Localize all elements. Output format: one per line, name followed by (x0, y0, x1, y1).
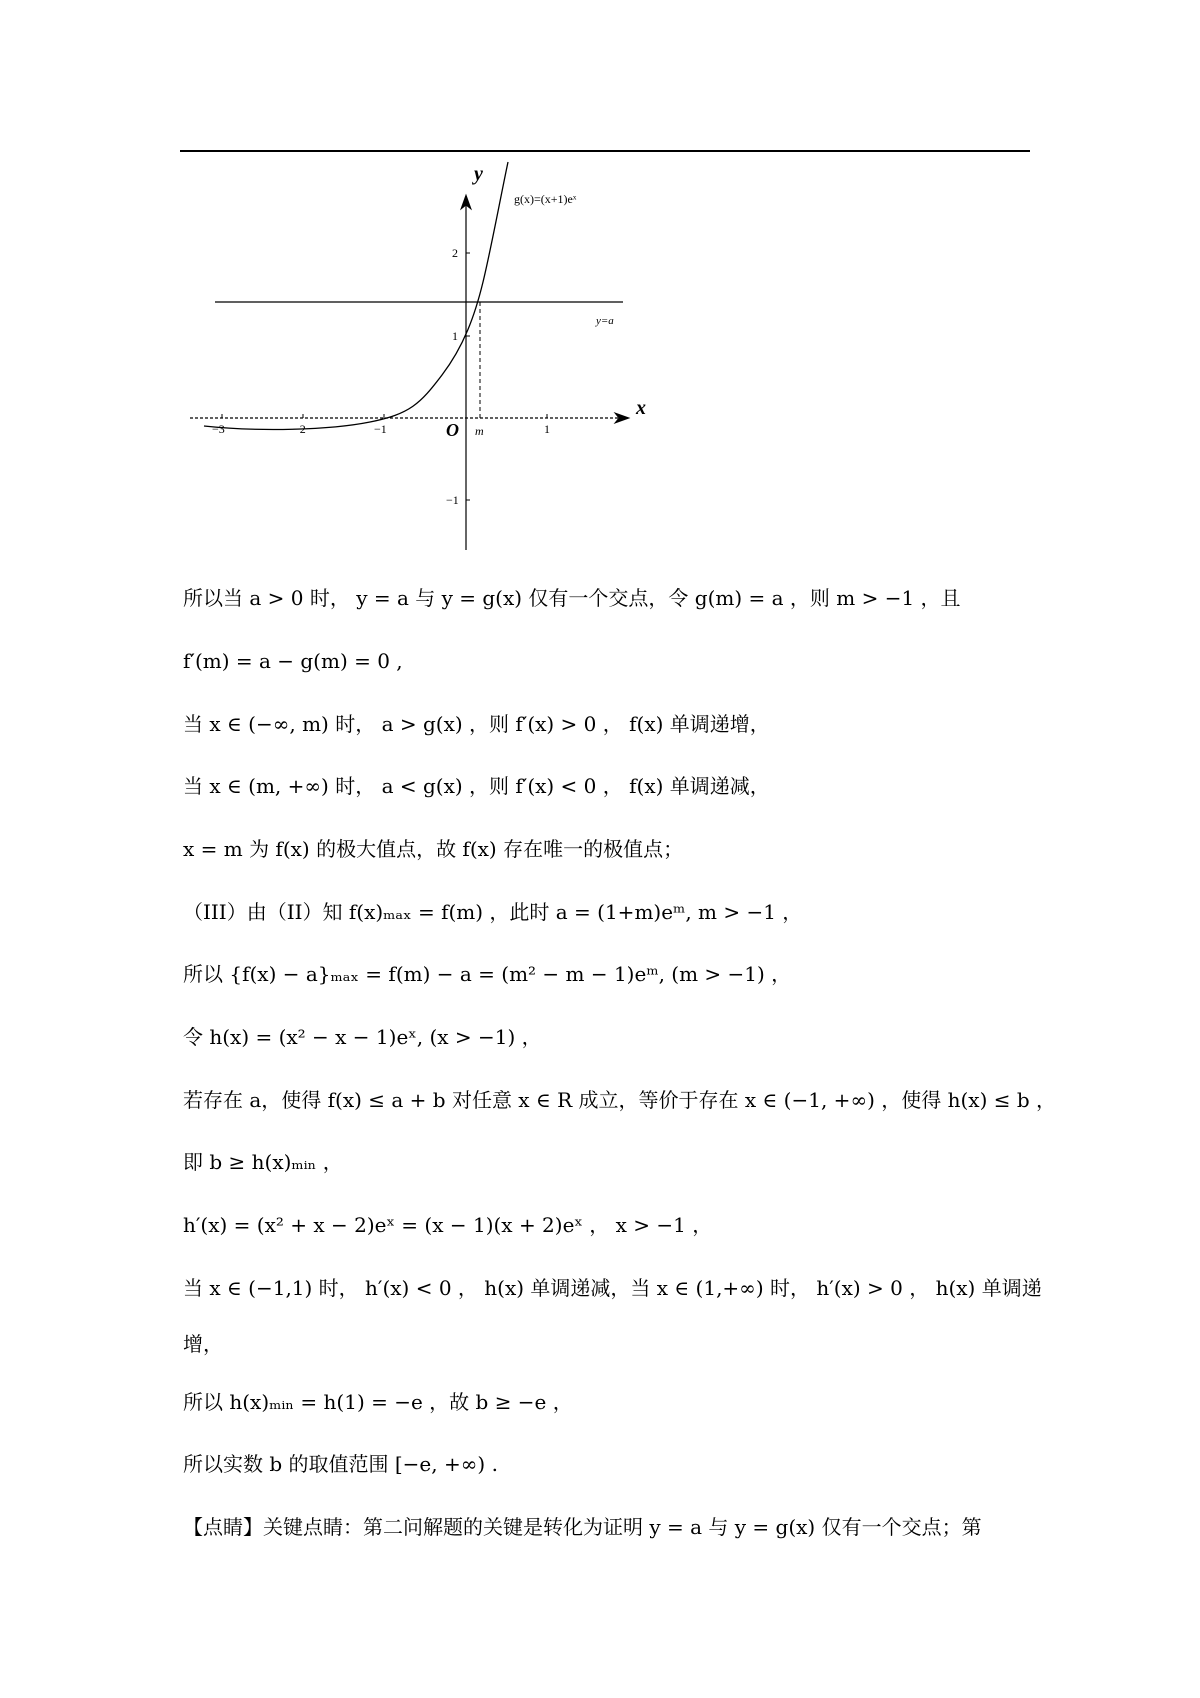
function-graph (180, 160, 680, 560)
text-line: 当 x ∈ (−1,1) 时， h′(x) < 0 ， h(x) 单调递减，当 x ∈ (1,+∞) 时， h′(x) > 0 ， h(x) 单调递 (183, 1276, 1042, 1300)
text-line: 所以实数 b 的取值范围 [−e, +∞) . (183, 1452, 498, 1476)
text-line: （III）由（II）知 f(x)ₘₐₓ = f(m) ，此时 a = (1+m)eᵐ, m > −1 ， (183, 900, 803, 924)
curve-label: g(x)=(x+1)eˣ (514, 192, 577, 206)
line-label: y=a (596, 315, 614, 327)
curve-g (204, 162, 508, 429)
x-tick-label: −3 (212, 422, 225, 436)
y-tick-label: −1 (446, 493, 459, 507)
x-axis-label: x (636, 397, 646, 419)
text-line: h′(x) = (x² + x − 2)eˣ = (x − 1)(x + 2)eˣ ， x > −1 ， (183, 1213, 713, 1237)
text-line: 【点睛】关键点睛：第二问解题的关键是转化为证明 y = a 与 y = g(x) 仅有一个交点；第 (183, 1515, 982, 1539)
text-line: 所以 h(x)ₘᵢₙ = h(1) = −e ，故 b ≥ −e ， (183, 1390, 573, 1414)
text-line: 所以 {f(x) − a}ₘₐₓ = f(m) − a = (m² − m − 1)eᵐ, (m > −1) ， (183, 962, 792, 986)
x-tick-label: 1 (544, 422, 550, 436)
origin-label: O (446, 420, 459, 440)
text-line: 令 h(x) = (x² − x − 1)eˣ, (x > −1) ， (183, 1025, 542, 1049)
text-line: 若存在 a，使得 f(x) ≤ a + b 对任意 x ∈ R 成立，等价于存在 x ∈ (−1, +∞) ，使得 h(x) ≤ b ， (183, 1088, 1057, 1112)
text-line: f′(m) = a − g(m) = 0 , (183, 649, 403, 673)
y-tick-label: 2 (452, 246, 458, 260)
m-label: m (475, 424, 484, 438)
x-tick-label: −1 (374, 422, 387, 436)
header-rule (180, 150, 1030, 152)
y-axis-label: y (474, 163, 483, 185)
y-tick-label: 1 (452, 329, 458, 343)
text-line: 增， (183, 1332, 223, 1356)
x-tick-label: −2 (293, 422, 306, 436)
text-line: 即 b ≥ h(x)ₘᵢₙ ， (183, 1150, 343, 1174)
text-line: 当 x ∈ (−∞, m) 时， a > g(x) ，则 f′(x) > 0 ， f(x) 单调递增， (183, 712, 770, 736)
text-line: x = m 为 f(x) 的极大值点，故 f(x) 存在唯一的极值点； (183, 837, 684, 861)
text-line: 当 x ∈ (m, +∞) 时， a < g(x) ，则 f′(x) < 0 ， f(x) 单调递减， (183, 774, 770, 798)
text-line: 所以当 a > 0 时， y = a 与 y = g(x) 仅有一个交点，令 g(m) = a ，则 m > −1 ，且 (183, 586, 961, 610)
